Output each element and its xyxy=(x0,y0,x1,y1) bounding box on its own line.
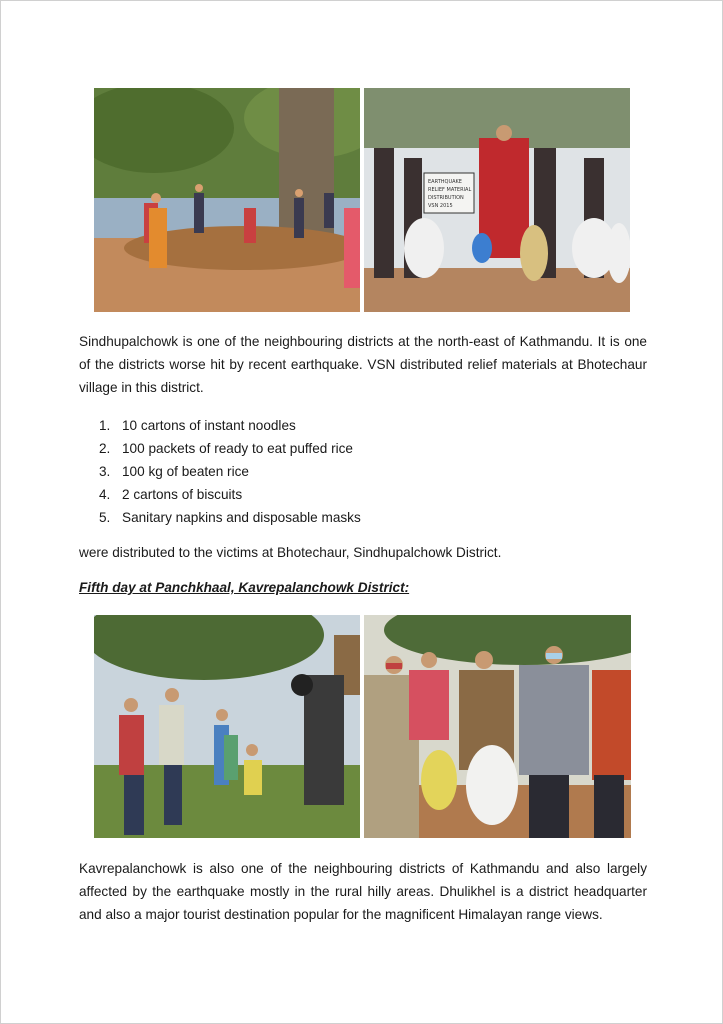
sign-line-1: EARTHQUAKE xyxy=(428,179,462,185)
list-item: 2. 100 packets of ready to eat puffed rice xyxy=(99,441,353,456)
photo-children-queue xyxy=(94,615,360,838)
paragraph-kavrepalanchowk: Kavrepalanchowk is also one of the neighbouring districts of Kathmandu and also largely affected by the earthquake mostly in the rural hilly areas. Dhulikhel is a district headquarter and also a major tourist destination popular for the magnificent Himalayan range views. xyxy=(79,861,647,922)
relief-items-list xyxy=(99,414,361,529)
sign-line-4: VSN 2015 xyxy=(428,203,453,209)
list-item: 4. 2 cartons of biscuits xyxy=(99,487,243,502)
list-item: 3. 100 kg of beaten rice xyxy=(99,464,249,479)
section-heading: Fifth day at Panchkhaal, Kavrepalanchowk District: xyxy=(79,580,410,595)
sign-line-2: RELIEF MATERIAL xyxy=(428,187,472,193)
photo-relief-sign xyxy=(364,88,630,312)
photo-relief-bags xyxy=(364,615,631,838)
sign-line-3: DISTRIBUTION xyxy=(428,195,464,201)
photo-village-gathering xyxy=(94,88,360,312)
list-item: 1. 10 cartons of instant noodles xyxy=(99,418,296,433)
paragraph-sindhupalchowk: Sindhupalchowk is one of the neighbouring districts at the north-east of Kathmandu. It is one of the districts worse hit by recent earthquake. VSN distributed relief materials at Bhotechaur village in this district. xyxy=(79,334,647,395)
paragraph-distributed: were distributed to the victims at Bhotechaur, Sindhupalchowk District. xyxy=(79,545,502,560)
list-item: 5. Sanitary napkins and disposable masks xyxy=(99,510,361,525)
